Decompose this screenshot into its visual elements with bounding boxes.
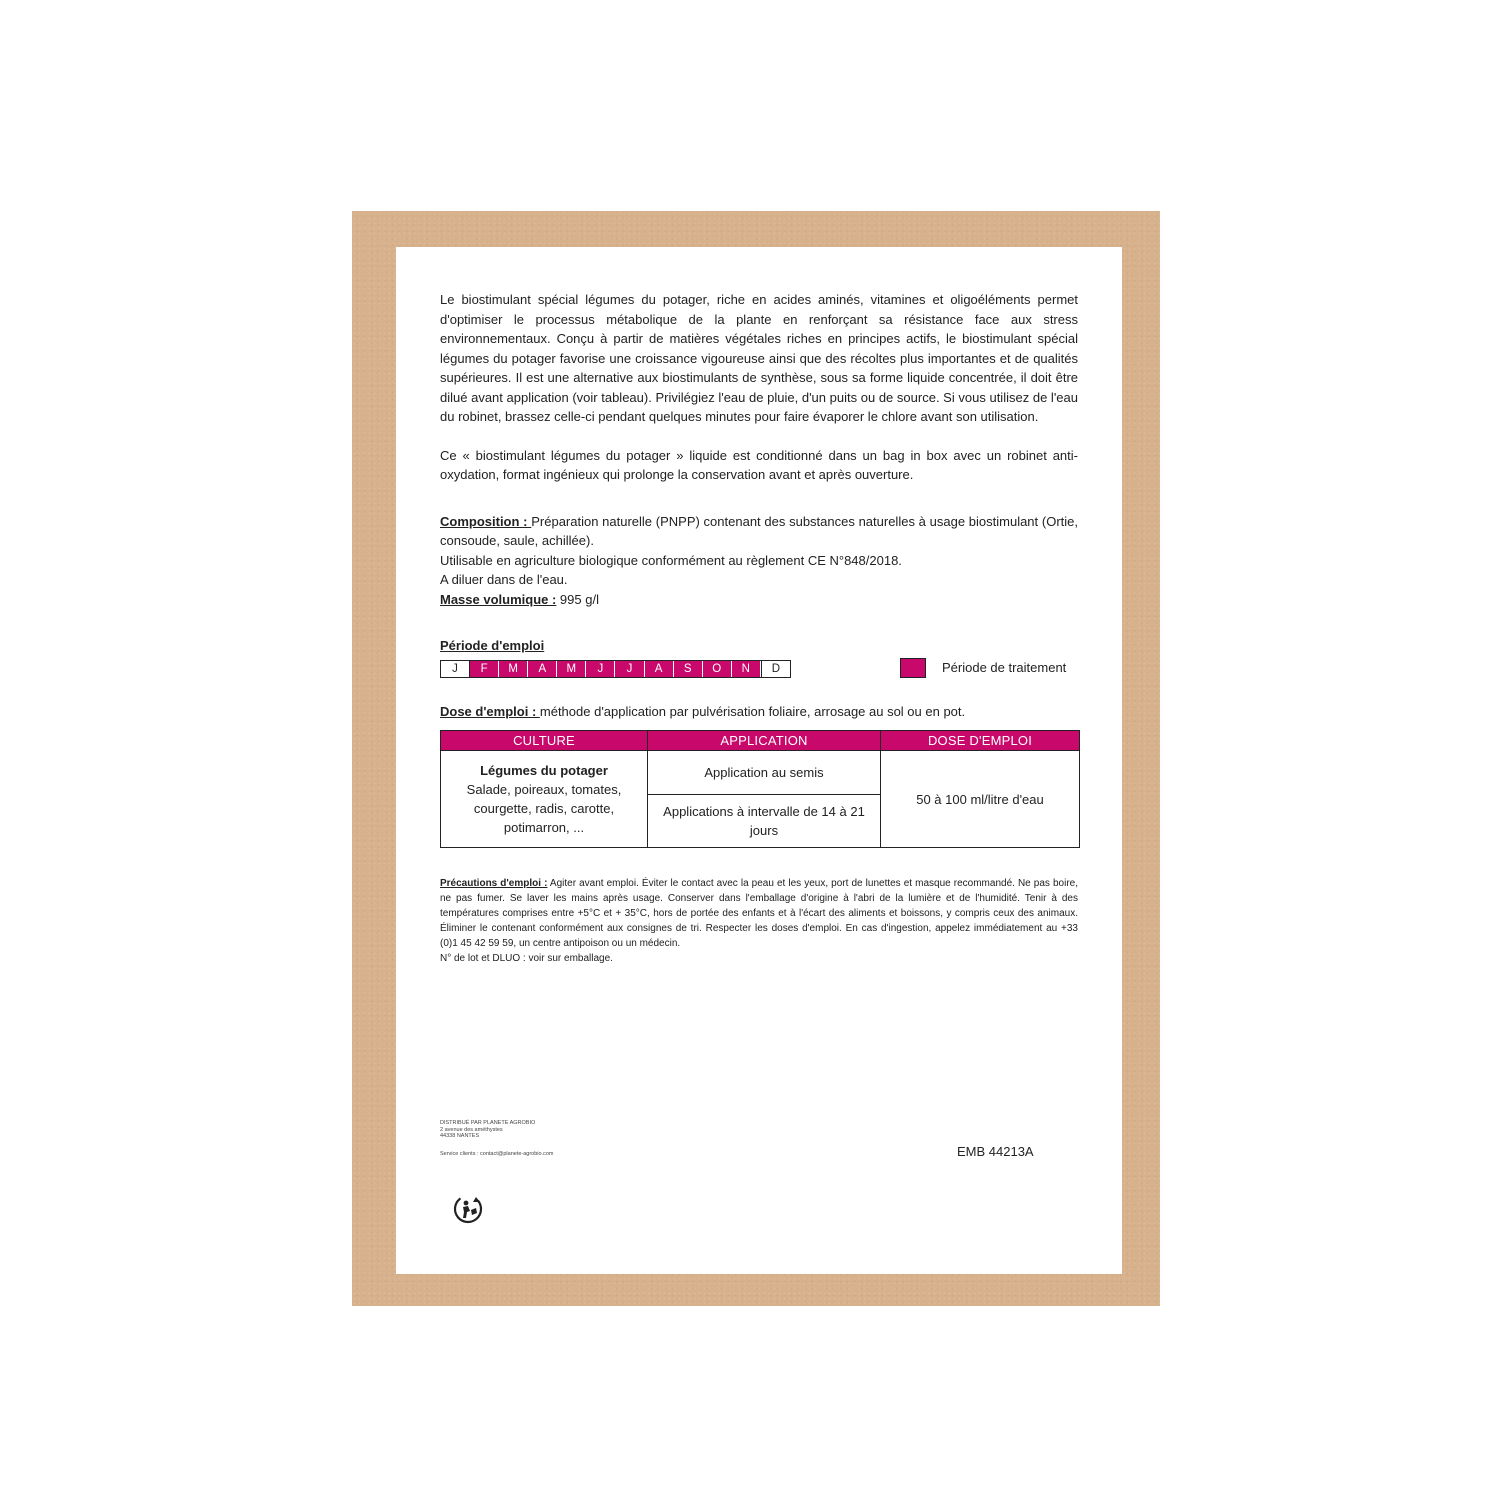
precautions-label: Précautions d'emploi : <box>440 878 548 889</box>
table-row <box>441 751 1080 795</box>
month-cell: D <box>761 661 790 677</box>
composition-text: Préparation naturelle (PNPP) contenant des substances naturelles à usage biostimulant (Ortie, consoude, saule, achillée). <box>440 513 1078 548</box>
density-line <box>440 590 1078 610</box>
application-cell-2: Applications à intervalle de 14 à 21 jours <box>648 795 881 848</box>
month-cell: M <box>499 661 528 677</box>
dose-line <box>440 702 1078 722</box>
precautions-block <box>440 876 1078 951</box>
period-row <box>440 660 1078 680</box>
dose-cell: 50 à 100 ml/litre d'eau <box>881 751 1080 848</box>
month-cell: J <box>441 661 470 677</box>
application-cell-1: Application au semis <box>648 751 881 795</box>
label-sheet <box>396 247 1122 1274</box>
intro-paragraph-1: Le biostimulant spécial légumes du potager, riche en acides aminés, vitamines et oligoéléments permet d'optimiser le processus métabolique de la plante en renforçant sa résistance face aux stress environnementaux. Conçu à partir de matières végétales riches en principes actifs, le biostimulant spécial légumes du potager favorise une croissance vigoureuse ainsi que des récoltes plus importantes et de qualités supérieures. Il est une alternative aux biostimulants de synthèse, sous sa forme liquide concentrée, il doit être dilué avant application (voir tableau). Privilégiez l'eau de pluie, d'un puits ou de source. Si vous utilisez de l'eau du robinet, brassez celle-ci pendant quelques minutes pour faire évaporer le chlore avant son utilisation. <box>440 292 1078 424</box>
composition-label: Composition : <box>440 513 532 529</box>
culture-text: Salade, poireaux, tomates, courgette, radis, carotte, potimarron, ... <box>466 782 622 835</box>
month-cell: F <box>470 661 499 677</box>
culture-cell <box>441 751 648 848</box>
month-cell: O <box>703 661 732 677</box>
emb-code: EMB 44213A <box>957 1144 1034 1159</box>
composition-line-2: Utilisable en agriculture biologique conformément au règlement CE N°848/2018. <box>440 552 902 568</box>
composition-line-3: A diluer dans de l'eau. <box>440 572 568 587</box>
distributor-city: 44338 NANTES <box>440 1133 480 1139</box>
intro-paragraph-2: Ce « biostimulant légumes du potager » liquide est conditionné dans un bag in box avec un robinet anti-oxydation, format ingénieux qui prolonge la conservation avant et après ouverture. <box>440 447 1078 482</box>
period-title: Période d'emploi <box>440 638 545 653</box>
dosage-table <box>440 730 1080 848</box>
density-value: 995 g/l <box>556 591 599 607</box>
header-culture: CULTURE <box>441 731 648 751</box>
culture-title: Légumes du potager <box>480 763 608 778</box>
month-calendar <box>440 660 791 678</box>
header-dose: DOSE D'EMPLOI <box>881 731 1080 751</box>
month-cell: A <box>528 661 557 677</box>
month-cell: M <box>557 661 586 677</box>
dose-label: Dose d'emploi : <box>440 703 540 719</box>
composition-block <box>440 512 1078 551</box>
precautions-text: Agiter avant emploi. Éviter le contact avec la peau et les yeux, port de lunettes et masque recommandé. Ne pas boire, ne pas fumer. Se laver les mains après usage. Conserver dans l'emballage d'origine à l'abri de la lumière et de l'humidité. Tenir à des températures comprises entre +5°C et + 35°C, hors de portée des enfants et à l'écart des aliments et boissons, y compris ceux des animaux. Éliminer le contenant conformément aux consignes de tri. Respecter les doses d'emploi. En cas d'ingestion, appelez immédiatement au +33 (0)1 45 42 59 59, un centre antipoison ou un médecin. <box>440 878 1079 949</box>
month-cell: N <box>732 661 761 677</box>
month-cell: J <box>586 661 615 677</box>
density-label: Masse volumique : <box>440 591 557 607</box>
legend-swatch <box>900 658 926 678</box>
dose-text: méthode d'application par pulvérisation foliaire, arrosage au sol ou en pot. <box>539 703 966 719</box>
header-application: APPLICATION <box>648 731 881 751</box>
distributor-name: DISTRIBUÉ PAR PLANETE AGROBIO <box>440 1120 536 1126</box>
month-cell: J <box>615 661 644 677</box>
distributor-address: 2 avenue des améthystes <box>440 1126 503 1133</box>
month-cell: S <box>674 661 703 677</box>
month-cell: A <box>645 661 674 677</box>
triman-icon <box>452 1193 484 1225</box>
legend-label: Période de traitement <box>942 660 1067 675</box>
table-header-row <box>441 731 1080 751</box>
period-legend <box>900 658 1066 678</box>
distributor-block <box>440 1120 554 1157</box>
customer-service: Service clients : contact@planete-agrobio.com <box>440 1150 554 1157</box>
label-content <box>440 290 1078 966</box>
lot-line: N° de lot et DLUO : voir sur emballage. <box>440 953 613 964</box>
